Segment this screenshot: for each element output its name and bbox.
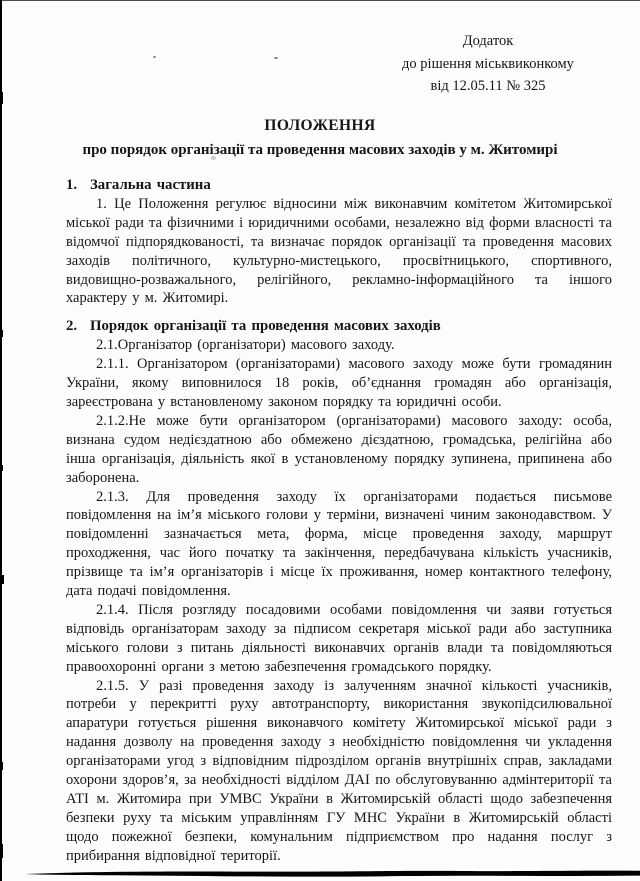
paragraph-2-1-3: 2.1.3. Для проведення заходу їх організаторами подається письмове повідомлення на ім’я міського голови у терміни, визначені чиним законодавством. У повідомленні зазначається мета, форма, місце проведення заходу, маршрут проходження, час його початку та закінчення, передбачувана кількість учасників, прізвище та ім’я організаторів і місце їх проживання, номер контактного телефону, дата подачі повідомлення. [66, 488, 612, 600]
scan-speck [0, 465, 3, 471]
paragraph-2-1-1: 2.1.1. Організатором (організаторами) масового заходу може бути громадянин України, якому виповнилося 18 років, об’єднання громадян або організація, зареєстрована у встановленому законом порядку та юридичні особи. [66, 356, 612, 410]
document-title: ПОЛОЖЕННЯ [264, 117, 376, 134]
section-general [66, 176, 612, 308]
section-1-number: 1. [66, 177, 78, 193]
paragraph-2-1-2: 2.1.2.Не може бути організатором (організаторами) масового заходу: особа, визнана судом недієздатною або обмежено дієздатною, громадська, релігійна або інша організація, діяльність якої в установленому порядку зупинена, припинена або заборонена. [66, 412, 612, 486]
paragraph-2-1: 2.1.Організатор (організатори) масового заходу. [96, 337, 395, 354]
reference-line-date-number: від 12.05.11 № 325 [430, 78, 546, 94]
section-2-heading [66, 317, 612, 336]
section-1-heading [66, 176, 612, 195]
scan-artifact-bottom-edge [0, 866, 640, 880]
paragraph-2-1-5: 2.1.5. У разі проведення заходу із залученням значної кількості учасників, потреби у перекритті руху автотранспорту, використання звукопідсилювальної апаратури готується рішення виконавчого комітету Житомирської міської ради з надання дозволу на проведення заходу з необхідністю повідомлення чи укладення організаторами угод з відповідним підрозділом органів внутрішніх справ, закладами охорони здоров’я, за необхідності відділом ДАІ по обслуговуванню адмінтериторії та АТІ м. Житомира при УМВС України в Житомирській області щодо забезпечення безпеки руху та міським управлінням ГУ МНС України в Житомирській області щодо пожежної безпеки, комунальним підприємством про надання послуг з прибирання відповідної території. [66, 677, 612, 864]
scan-speck [274, 57, 278, 59]
document-body [66, 176, 612, 866]
section-1-heading-text: Загальна частина [90, 177, 211, 193]
scan-speck [153, 56, 156, 58]
paragraph-1: 1. Це Положення регулює відносини між виконавчим комітетом Житомирської міської ради та фізичними і юридичними особами, незалежно від форми власності та відомчої підпорядкованості, та визначає порядок організації та проведення масових заходів політичного, культурно-мистецького, просвітницького, спортивного, видовищно-розважального, релігійного, рекламно-інформаційного та іншого характеру у м. Житомирі. [66, 195, 612, 307]
document-subtitle: про порядок організації та проведення масових заходів у м. Житомирі [82, 142, 558, 158]
reference-line-decision: до рішення міськвиконкому [402, 55, 574, 72]
paragraph-2-1-4: 2.1.4. Після розгляду посадовими особами повідомлення чи заяви готується відповідь організаторам заходу за підписом секретаря міської ради або заступника міського голови з питань діяльності виконавчих органів влади та повідомляються правоохоронні органи з метою забезпечення громадського порядку. [66, 601, 612, 675]
scan-speck [0, 575, 4, 584]
scan-speck [0, 330, 3, 337]
scan-speck [0, 92, 3, 104]
section-order [66, 317, 612, 865]
reference-line-appendix: Додаток [462, 33, 514, 49]
reference-block [378, 30, 598, 98]
scan-artifact-top-edge [0, 0, 640, 1]
title-block [0, 117, 640, 159]
section-2-heading-text: Порядок організації та проведення масових заходів [90, 318, 441, 335]
section-2-number: 2. [66, 318, 78, 335]
scan-speck [0, 844, 3, 858]
scan-speck [0, 762, 3, 770]
